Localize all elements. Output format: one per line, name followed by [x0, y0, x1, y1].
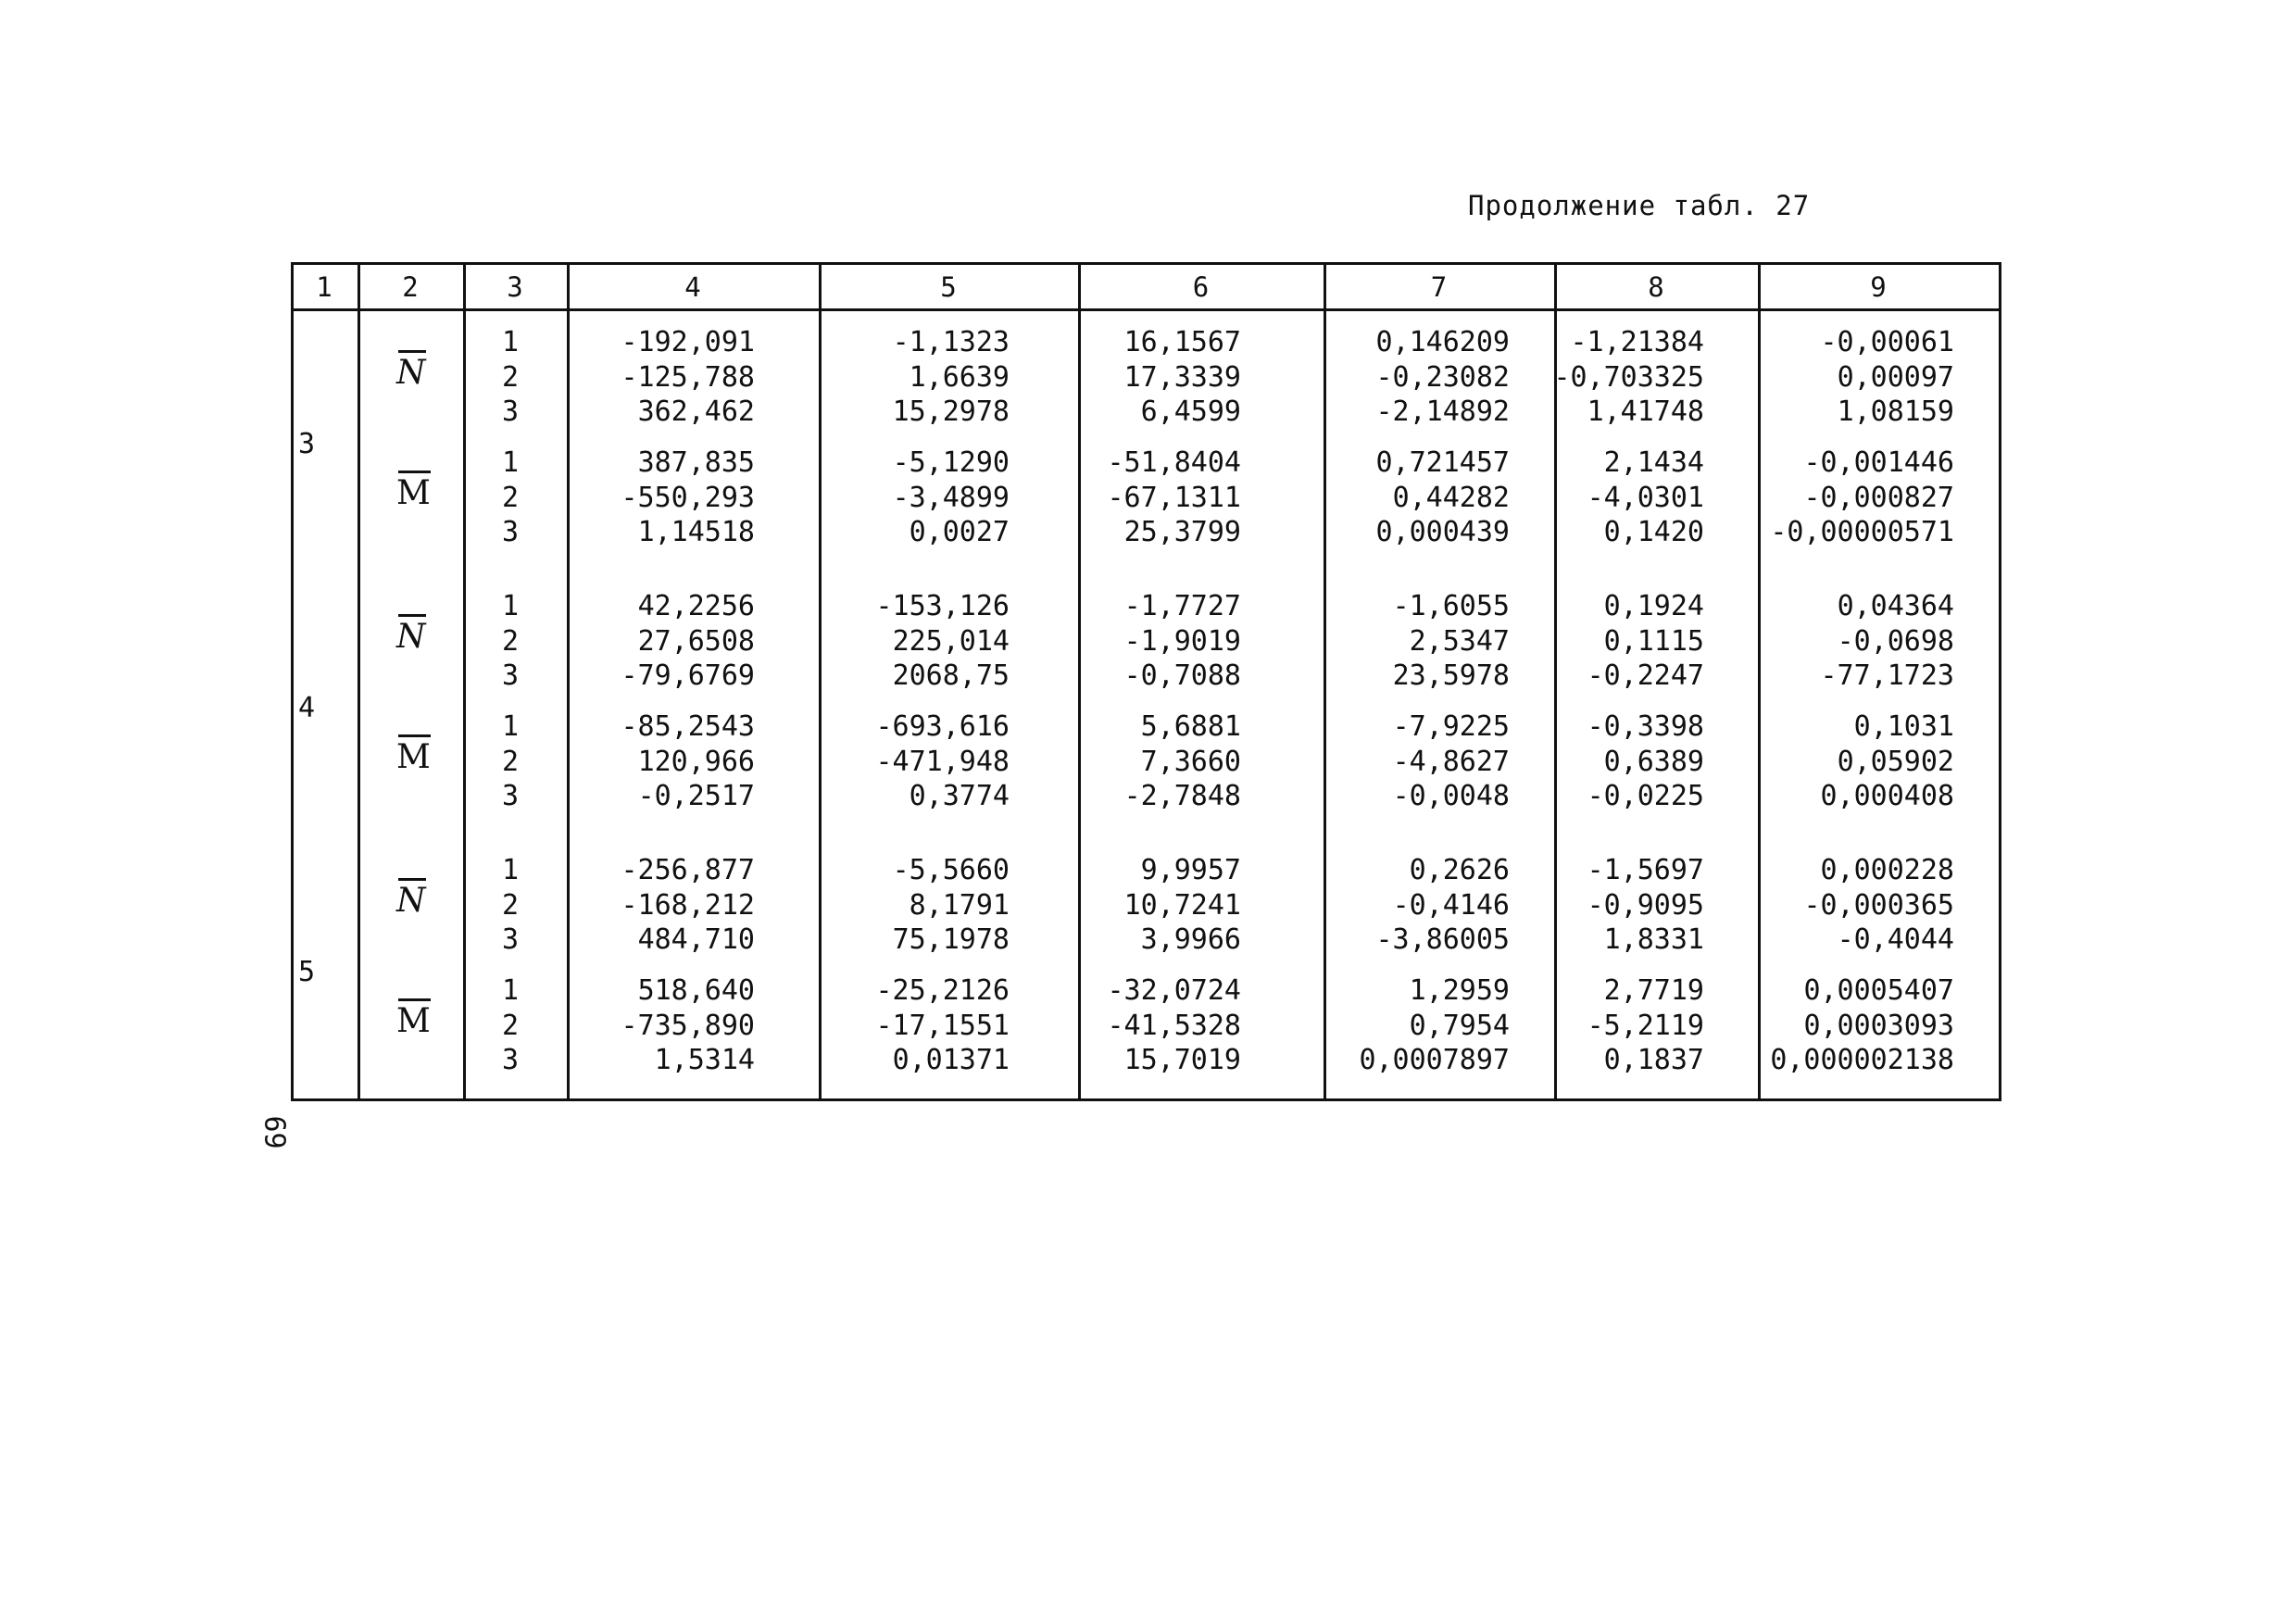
row-index: 1 — [502, 974, 520, 1007]
overbar — [398, 471, 431, 473]
table-cell: -2,14892 — [1375, 395, 1510, 428]
row-index: 2 — [502, 888, 520, 922]
overbar — [398, 350, 426, 353]
table-cell: -41,5328 — [1107, 1009, 1241, 1042]
page-number: 69 — [257, 1115, 291, 1149]
column-header-2: 2 — [402, 271, 419, 303]
table-cell: 0,000228 — [1820, 854, 1954, 886]
symbol-m-bar — [396, 474, 431, 512]
table-cell: -3,4899 — [892, 481, 1010, 514]
table-cell: -77,1723 — [1820, 659, 1954, 692]
table-cell: -125,788 — [621, 360, 755, 394]
table-cell: -7,9225 — [1392, 710, 1510, 743]
overbar — [398, 998, 431, 1001]
symbol-m-bar — [396, 1002, 431, 1040]
table-cell: 25,3799 — [1123, 516, 1241, 548]
overbar — [398, 878, 426, 881]
table-cell: 0,721457 — [1375, 446, 1510, 479]
table-cell: 2068,75 — [892, 659, 1010, 692]
row-index: 3 — [502, 395, 520, 428]
symbol-n-bar — [396, 354, 426, 392]
table-cell: 120,966 — [637, 745, 755, 778]
table-cell: 2,5347 — [1409, 624, 1510, 658]
column-header-3: 3 — [507, 271, 523, 303]
table-cell: 23,5978 — [1392, 659, 1510, 692]
table-cell: 0,0027 — [909, 516, 1010, 548]
table-cell: -1,7727 — [1123, 590, 1241, 622]
table-cell: -550,293 — [621, 481, 755, 514]
table-cell: 6,4599 — [1140, 395, 1241, 428]
table-cell: 15,7019 — [1123, 1044, 1241, 1076]
table-cell: 0,05902 — [1837, 745, 1954, 778]
table-cell: -4,0301 — [1587, 481, 1704, 514]
table-cell: -5,1290 — [892, 446, 1010, 479]
table-cell: 2,1434 — [1603, 446, 1704, 479]
row-index: 1 — [502, 590, 520, 622]
table-cell: 0,1837 — [1603, 1044, 1704, 1076]
column-header-1: 1 — [316, 271, 332, 303]
row-index: 3 — [502, 923, 520, 956]
table-caption: Продолжение табл. 27 — [1468, 190, 1811, 221]
table-cell: 42,2256 — [637, 590, 755, 622]
table-cell: -0,3398 — [1587, 710, 1704, 743]
overbar — [398, 734, 431, 737]
table-cell: 0,0003093 — [1803, 1009, 1954, 1042]
table-cell: 0,1420 — [1603, 516, 1704, 548]
table-cell: 1,41748 — [1587, 395, 1704, 428]
table-cell: -471,948 — [875, 745, 1010, 778]
table-cell: 0,000408 — [1820, 780, 1954, 812]
table-cell: 0,1115 — [1603, 624, 1704, 658]
row-index: 1 — [502, 710, 520, 743]
row-index: 1 — [502, 446, 520, 479]
table-cell: 0,0005407 — [1803, 974, 1954, 1007]
table-cell: 27,6508 — [637, 624, 755, 658]
table-cell: -0,9095 — [1587, 888, 1704, 922]
column-header-8: 8 — [1648, 271, 1664, 303]
symbol-letter: M — [396, 738, 431, 776]
table-cell: 518,640 — [637, 974, 755, 1007]
header-divider — [291, 308, 2001, 311]
symbol-letter: M — [396, 1002, 431, 1040]
table-cell: 484,710 — [637, 923, 755, 956]
table-cell: 0,2626 — [1409, 854, 1510, 886]
table-cell: -192,091 — [621, 326, 755, 358]
table-cell: 0,1924 — [1603, 590, 1704, 622]
table-cell: 0,6389 — [1603, 745, 1704, 778]
row-index: 2 — [502, 360, 520, 394]
table-cell: 362,462 — [637, 395, 755, 428]
table-cell: -0,2517 — [637, 780, 755, 812]
table-cell: 10,7241 — [1123, 888, 1241, 922]
row-index: 3 — [502, 1044, 520, 1076]
column-divider — [463, 262, 466, 1101]
table-cell: 2,7719 — [1603, 974, 1704, 1007]
group-label: 5 — [298, 956, 316, 988]
column-header-6: 6 — [1192, 271, 1210, 303]
table-cell: 15,2978 — [892, 395, 1010, 428]
table-cell: -0,23082 — [1375, 360, 1510, 394]
symbol-letter: N — [396, 354, 426, 392]
table-cell: 0,3774 — [909, 780, 1010, 812]
table-cell: -0,0698 — [1837, 624, 1954, 658]
row-index: 1 — [502, 326, 520, 358]
table-cell: -168,212 — [621, 888, 755, 922]
group-label: 3 — [298, 428, 316, 460]
column-header-7: 7 — [1430, 271, 1448, 303]
symbol-letter: N — [396, 618, 426, 656]
table-cell: -2,7848 — [1123, 780, 1241, 812]
symbol-n-bar — [396, 882, 426, 920]
table-cell: -1,6055 — [1392, 590, 1510, 622]
table-cell: 0,7954 — [1409, 1009, 1510, 1042]
table-cell: -25,2126 — [875, 974, 1010, 1007]
table-cell: -4,8627 — [1392, 745, 1510, 778]
column-divider — [358, 262, 360, 1101]
table-cell: -1,21384 — [1570, 326, 1704, 358]
table-cell: -3,86005 — [1375, 923, 1510, 956]
overbar — [398, 614, 426, 617]
table-cell: -693,616 — [875, 710, 1010, 743]
table-cell: 5,6881 — [1140, 710, 1241, 743]
table-cell: 1,2959 — [1409, 974, 1510, 1007]
table-cell: 17,3339 — [1123, 360, 1241, 394]
table-cell: -1,9019 — [1123, 624, 1241, 658]
symbol-n-bar — [396, 618, 426, 656]
row-index: 2 — [502, 481, 520, 514]
table-cell: 0,000439 — [1375, 516, 1510, 548]
table-cell: 0,04364 — [1837, 590, 1954, 622]
row-index: 3 — [502, 780, 520, 812]
table-cell: 75,1978 — [892, 923, 1010, 956]
table-cell: -0,00061 — [1820, 326, 1954, 358]
table-cell: -0,4146 — [1392, 888, 1510, 922]
table-cell: 0,000002138 — [1770, 1044, 1954, 1076]
table-cell: -1,1323 — [892, 326, 1010, 358]
symbol-letter: M — [396, 474, 431, 512]
table-cell: 1,6639 — [909, 360, 1010, 394]
table-cell: -17,1551 — [875, 1009, 1010, 1042]
table-cell: 8,1791 — [909, 888, 1010, 922]
table-cell: -0,7088 — [1123, 659, 1241, 692]
table-cell: 0,1031 — [1853, 710, 1954, 743]
table-cell: -5,2119 — [1587, 1009, 1704, 1042]
column-header-9: 9 — [1870, 271, 1887, 303]
row-index: 2 — [502, 624, 520, 658]
row-index: 3 — [502, 659, 520, 692]
column-header-4: 4 — [684, 271, 701, 303]
table-cell: 0,146209 — [1375, 326, 1510, 358]
table-cell: -79,6769 — [621, 659, 755, 692]
table-cell: -0,4044 — [1837, 923, 1954, 956]
group-label: 4 — [298, 692, 316, 724]
table-cell: 16,1567 — [1123, 326, 1241, 358]
table-cell: -256,877 — [621, 854, 755, 886]
table-cell: 1,08159 — [1837, 395, 1954, 428]
table-cell: -0,2247 — [1587, 659, 1704, 692]
table-cell: 387,835 — [637, 446, 755, 479]
table-cell: 7,3660 — [1140, 745, 1241, 778]
table-cell: -85,2543 — [621, 710, 755, 743]
row-index: 3 — [502, 516, 520, 548]
symbol-m-bar — [396, 738, 431, 776]
row-index: 2 — [502, 745, 520, 778]
table-cell: -0,000827 — [1803, 481, 1954, 514]
table-cell: -51,8404 — [1107, 446, 1241, 479]
table-cell: -153,126 — [875, 590, 1010, 622]
table-cell: -32,0724 — [1107, 974, 1241, 1007]
symbol-letter: N — [396, 882, 426, 920]
table-cell: -0,000365 — [1803, 888, 1954, 922]
table-cell: 0,00097 — [1837, 360, 1954, 394]
table-cell: 9,9957 — [1140, 854, 1241, 886]
table-cell: -735,890 — [621, 1009, 755, 1042]
table-cell: -67,1311 — [1107, 481, 1241, 514]
table-cell: -5,5660 — [892, 854, 1010, 886]
table-cell: -0,0048 — [1392, 780, 1510, 812]
table-cell: 0,44282 — [1392, 481, 1510, 514]
table-cell: 1,14518 — [637, 516, 755, 548]
table-cell: -1,5697 — [1587, 854, 1704, 886]
table-cell: -0,001446 — [1803, 446, 1954, 479]
table-cell: 1,5314 — [654, 1044, 755, 1076]
table-cell: 225,014 — [892, 624, 1010, 658]
table-cell: -0,703325 — [1553, 360, 1704, 394]
table-cell: -0,0225 — [1587, 780, 1704, 812]
table-cell: 1,8331 — [1603, 923, 1704, 956]
table-cell: 3,9966 — [1140, 923, 1241, 956]
table-cell: 0,01371 — [892, 1044, 1010, 1076]
table-cell: -0,00000571 — [1770, 516, 1954, 548]
column-header-5: 5 — [940, 271, 957, 303]
row-index: 1 — [502, 854, 520, 886]
table-cell: 0,0007897 — [1359, 1044, 1510, 1076]
row-index: 2 — [502, 1009, 520, 1042]
